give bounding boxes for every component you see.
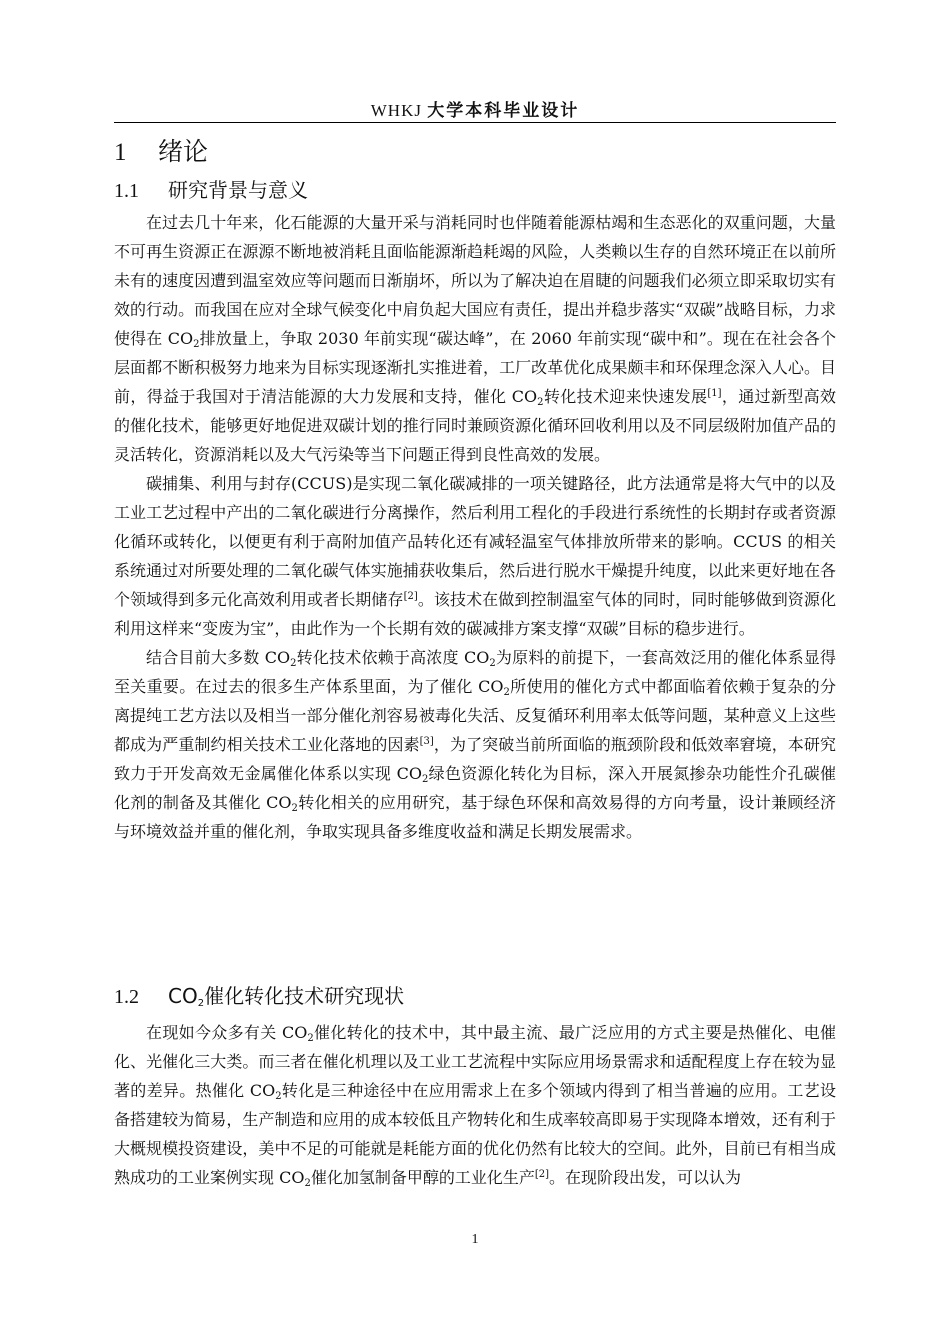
running-header (114, 96, 836, 121)
header-title: 大学本科毕业设计 (427, 101, 580, 121)
section-1-1-body (114, 208, 836, 846)
section-title-1-1 (114, 176, 308, 205)
chapter-title-text: 绪论 (158, 137, 209, 166)
section-number: 1.1 (114, 180, 139, 202)
citation: [2] (403, 591, 418, 602)
section-title-text: 研究背景与意义 (168, 178, 308, 202)
section-number: 1.2 (114, 986, 139, 1008)
paragraph-4: 在现如今众多有关 $CO_2$催化转化的技术中，其中最主流、最广泛应用的方式主要是热催化、电催化、光催化三大类。而三者在催化机理以及工业工艺流程中实际应用场景需求和适配程度上存在较为显著的差异。热催化 $CO_2$转化是三种途径中在应用需求上在多个领域内得到了相当普遍的应用。工艺设备搭建较为简易，生产制造和应用的成本较低且产物转化和生成率较高即易于实现降本增效，还有利于大概规模投资建设，美中不足的可能就是耗能方面的优化仍然有比较大的空间。此外，目前已有相当成熟成功的工业案例实现 $CO_2$催化加氢制备甲醇的工业化生产[2]。在现阶段出发，可以认为 (114, 1023, 836, 1189)
chapter-title (114, 134, 208, 171)
section-1-2-body (114, 1018, 836, 1192)
citation: [1] (707, 388, 722, 399)
citation: [2] (534, 1169, 550, 1180)
chapter-number: 1 (114, 139, 127, 166)
section-title-1-2: 1.2 $CO_2$催化转化技术研究现状 (114, 984, 405, 1009)
page-number: 1 (471, 1232, 479, 1247)
paragraph-1: 在过去几十年来，化石能源的大量开采与消耗同时也伴随着能源枯竭和生态恶化的双重问题，大量不可再生资源正在源源不断地被消耗且面临能源渐趋耗竭的风险，人类赖以生存的自然环境正在以前所未有的速度因遭到温室效应等问题而日渐崩坏，所以为了解决迫在眉睫的问题我们必须立即采取切实有效的行动。而我国在应对全球气候变化中肩负起大国应有责任，提出并稳步落实“双碳”战略目标，力求使得在 $CO_2$排放量上，争取 2030 年前实现“碳达峰”，在 2060 年前实现“碳中和”。现在在社会各个层面都不断积极努力地来为目标实现逐渐扎实推进着，工厂改革优化成果颇丰和环保理念深入人心。目前，得益于我国对于清洁能源的大力发展和支持，催化 $CO_2$转化技术迎来快速发展[1]，通过新型高效的催化技术，能够更好地促进双碳计划的推行同时兼顾资源化循环回收利用以及不同层级附加值产品的灵活转化，资源消耗以及大气污染等当下问题正得到良性高效的发展。 (114, 213, 836, 464)
paragraph-2: 碳捕集、利用与封存(CCUS)是实现二氧化碳减排的一项关键路径，此方法通常是将大气中的以及工业工艺过程中产出的二氧化碳进行分离操作，然后利用工程化的手段进行系统性的长期封存或者资源化循环或转化，以便更有利于高附加值产品转化还有减轻温室气体排放所带来的影响。CCUS 的相关系统通过对所要处理的二氧化碳气体实施捕获收集后，然后进行脱水干燥提升纯度，以此来更好地在各个领域得到多元化高效利用或者长期储存[2]。该技术在做到控制温室气体的同时，同时能够做到资源化利用这样来“变废为宝”，由此作为一个长期有效的碳减排方案支撑“双碳”目标的稳步进行。 (114, 474, 836, 638)
citation: [3] (419, 736, 434, 747)
header-rule (114, 122, 836, 123)
paragraph-3: 结合目前大多数 $CO_2$转化技术依赖于高浓度 $CO_2$为原料的前提下，一套高效泛用的催化体系显得至关重要。在过去的很多生产体系里面，为了催化 $CO_2$所使用的催化方式中都面临着依赖于复杂的分离提纯工艺方法以及相当一部分催化剂容易被毒化失活、反复循环利用率太低等问题，某种意义上这些都成为严重制约相关技术工业化落地的因素[3]，为了突破当前所面临的瓶颈阶段和低效率窘境，本研究致力于开发高效无金属催化体系以实现 $CO_2$绿色资源化转化为目标，深入开展氮掺杂功能性介孔碳催化剂的制备及其催化 $CO_2$转化相关的应用研究，基于绿色环保和高效易得的方向考量，设计兼顾经济与环境效益并重的催化剂，争取实现具备多维度收益和满足长期发展需求。 (114, 648, 836, 841)
header-brand: WHKJ (370, 101, 428, 120)
